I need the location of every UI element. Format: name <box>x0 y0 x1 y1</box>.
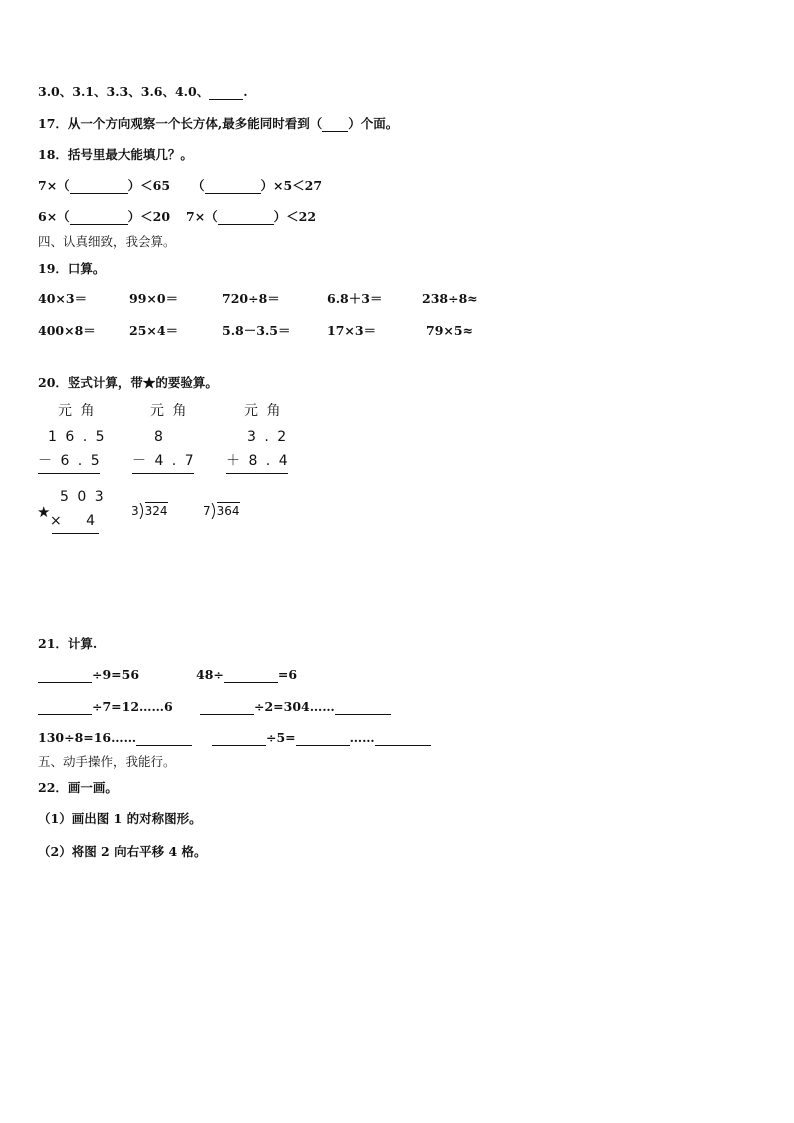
division-bracket-icon <box>139 503 145 519</box>
q18-title: 18．括号里最大能填几？。 <box>38 147 193 162</box>
q21-r1b-post: =6 <box>277 667 298 682</box>
q19-title: 19．口算。 <box>38 261 106 276</box>
q22-title: 22．画一画。 <box>38 780 118 795</box>
c3-bottom-number: ＋ 8 . 4 <box>226 453 290 469</box>
q21-r3b-blank1[interactable] <box>212 733 266 746</box>
q17-question-after: ）个面。 <box>348 116 399 131</box>
q16-sequence: 3.0、3.1、3.3、3.6、4.0、 <box>38 84 210 99</box>
c3-top-number: 3 . 2 <box>247 429 289 445</box>
c1-unit-label: 元 角 <box>58 403 97 419</box>
q21-r1b-pre: 48÷ <box>196 667 224 682</box>
q21-r1a-blank[interactable] <box>38 670 92 683</box>
q18-r1a-pre: 7×（ <box>38 178 70 193</box>
section-4-heading: 四、认真细致，我会算。 <box>38 234 176 249</box>
division-2-divisor: 7 <box>203 504 211 518</box>
q19-r2-c4: 17×3＝ <box>327 323 377 338</box>
q18-r2b-blank[interactable] <box>218 212 274 225</box>
q19-r2-c2: 25×4＝ <box>129 323 179 338</box>
c4-underline <box>52 533 99 534</box>
q21-row1a <box>38 667 139 683</box>
q18-r1a-post: ）＜65 <box>127 178 171 193</box>
q21-r2b-blank[interactable] <box>200 702 254 715</box>
q21-r3a-text: 130÷8=16…… <box>38 730 137 745</box>
q21-r1a-text: ÷9=56 <box>92 667 140 682</box>
star-icon: ★ <box>37 503 51 521</box>
q18-row1a <box>38 178 170 194</box>
c2-bottom-number: － 4 . 7 <box>132 453 196 469</box>
division-1 <box>131 503 168 519</box>
q18-r1a-blank[interactable] <box>70 181 128 194</box>
q21-r3b-blank3[interactable] <box>375 733 431 746</box>
q18-row2b <box>186 209 316 225</box>
q17-question-before: 17．从一个方向观察一个长方体,最多能同时看到（ <box>38 116 323 131</box>
q18-r2a-blank[interactable] <box>70 212 128 225</box>
c1-bottom-number: － 6 . 5 <box>38 453 102 469</box>
q17-line <box>38 116 398 132</box>
q18-r1b-post: ）×5＜27 <box>260 178 323 193</box>
q21-r2b-text: ÷2=304…… <box>254 699 335 714</box>
q18-r2b-post: ）＜22 <box>273 209 317 224</box>
q21-r3a-blank[interactable] <box>136 733 192 746</box>
q19-r1-c1: 40×3＝ <box>38 291 88 306</box>
c4-bottom-number: × 4 <box>50 513 98 529</box>
c1-top-number: 1 6 . 5 <box>48 429 107 445</box>
c3-unit-label: 元 角 <box>244 403 283 419</box>
q21-title: 21．计算. <box>38 636 98 651</box>
division-1-dividend: 324 <box>144 504 168 518</box>
c2-top-number: 8 <box>154 429 165 445</box>
c3-underline <box>226 473 288 474</box>
q18-r1b-blank[interactable] <box>205 181 261 194</box>
q22-part1: （1）画出图 1 的对称图形。 <box>38 811 202 826</box>
q19-r1-c4: 6.8＋3＝ <box>327 291 383 306</box>
q18-row1b <box>192 178 322 194</box>
q19-r2-c5: 79×5≈ <box>426 323 474 338</box>
q18-r2b-pre: 7×（ <box>186 209 218 224</box>
q19-r2-c3: 5.8－3.5＝ <box>222 323 291 338</box>
q19-r1-c5: 238÷8≈ <box>422 291 478 306</box>
q21-r3b-blank2[interactable] <box>296 733 350 746</box>
q19-r2-c1: 400×8＝ <box>38 323 96 338</box>
q18-r2a-pre: 6×（ <box>38 209 70 224</box>
q21-r3b-dots: …… <box>349 730 375 745</box>
c1-underline <box>38 473 100 474</box>
division-2-dividend: 364 <box>216 504 240 518</box>
q19-r1-c2: 99×0＝ <box>129 291 179 306</box>
q21-r2a-blank[interactable] <box>38 702 92 715</box>
c2-unit-label: 元 角 <box>150 403 189 419</box>
division-bracket-icon <box>211 503 217 519</box>
q17-blank[interactable] <box>322 119 348 132</box>
c2-underline <box>132 473 194 474</box>
q18-r1b-pre: （ <box>192 178 205 193</box>
division-1-divisor: 3 <box>131 504 139 518</box>
q21-row2a <box>38 699 173 715</box>
q21-row1b <box>196 667 297 683</box>
section-5-heading: 五、动手操作，我能行。 <box>38 754 176 769</box>
q21-r2a-text: ÷7=12……6 <box>92 699 173 714</box>
q22-part2: （2）将图 2 向右平移 4 格。 <box>38 844 207 859</box>
q21-row3a <box>38 730 192 746</box>
q21-row2b <box>200 699 391 715</box>
q18-r2a-post: ）＜20 <box>127 209 171 224</box>
q16-end: . <box>243 84 248 99</box>
q21-row3b <box>212 730 431 746</box>
q16-blank[interactable] <box>209 87 243 100</box>
q21-r3b-mid: ÷5= <box>266 730 296 745</box>
q20-title: 20．竖式计算，带★的要验算。 <box>38 375 218 390</box>
q19-r1-c3: 720÷8＝ <box>222 291 280 306</box>
q21-r2b-remainder-blank[interactable] <box>335 702 391 715</box>
c4-top-number: 5 0 3 <box>60 489 106 505</box>
q18-row2a <box>38 209 170 225</box>
division-2 <box>203 503 240 519</box>
q21-r1b-blank[interactable] <box>224 670 278 683</box>
q16-line <box>38 84 248 100</box>
